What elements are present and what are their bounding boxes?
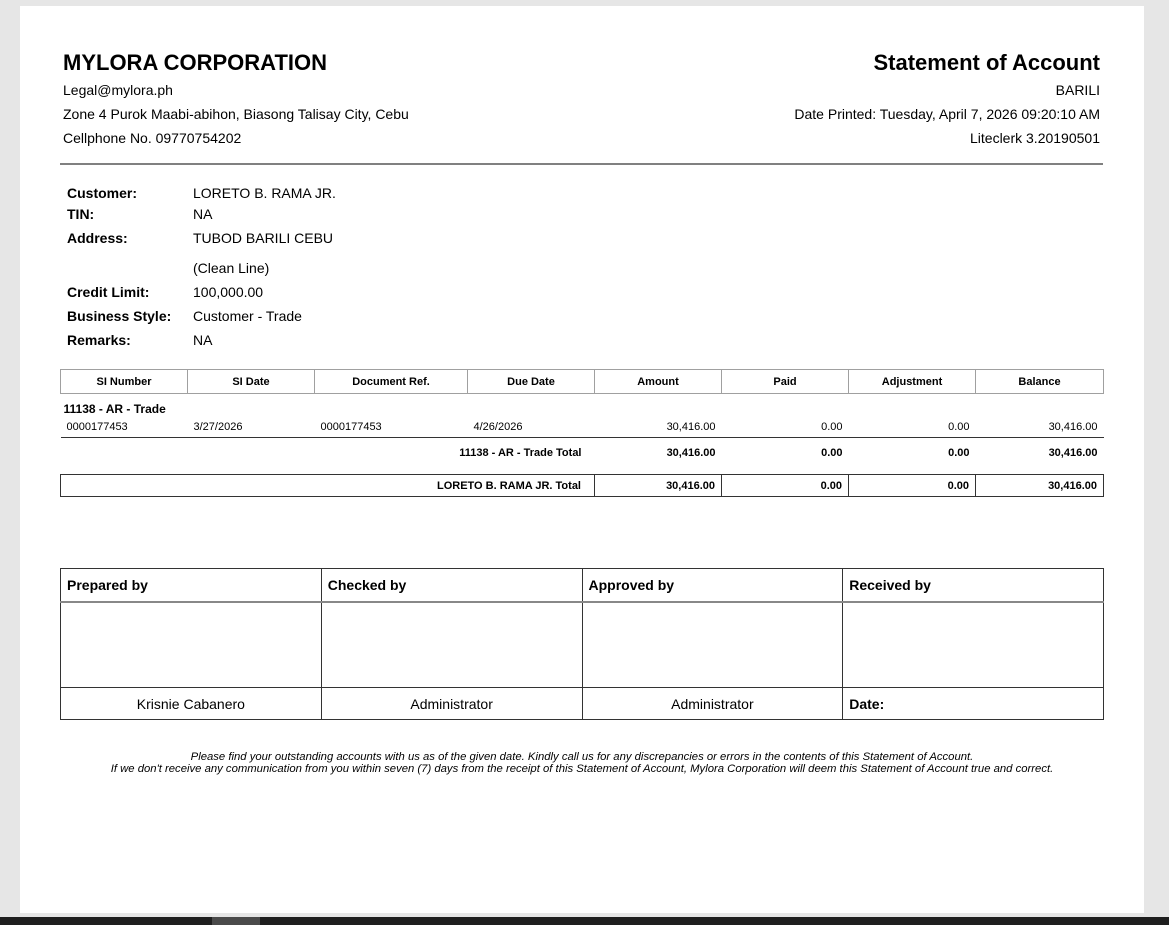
signature-table — [60, 568, 1104, 720]
group-total-paid: 0.00 — [821, 447, 843, 459]
remarks-label: Remarks: — [67, 332, 131, 348]
col-si-date: SI Date — [188, 370, 315, 394]
approved-by-label: Approved by — [582, 569, 843, 603]
customer-value: LORETO B. RAMA JR. — [193, 185, 336, 201]
group-total-balance: 30,416.00 — [1048, 447, 1098, 459]
group-name: 11138 - AR - Trade — [63, 402, 166, 416]
prepared-by-label: Prepared by — [61, 569, 322, 603]
due-date: 4/26/2026 — [468, 416, 595, 438]
signature-space-row — [61, 602, 1104, 688]
date-printed: Date Printed: Tuesday, April 7, 2026 09:20:10 AM — [794, 106, 1100, 122]
col-due-date: Due Date — [468, 370, 595, 394]
grand-total-balance: 30,416.00 — [976, 475, 1104, 497]
balance: 30,416.00 — [976, 416, 1104, 438]
group-total-amount: 30,416.00 — [666, 447, 716, 459]
received-by-signature — [843, 602, 1104, 688]
tin-value: NA — [193, 206, 213, 222]
adjustment: 0.00 — [849, 416, 976, 438]
approved-by-signature — [582, 602, 843, 688]
company-phone: Cellphone No. 09770754202 — [63, 130, 242, 146]
credit-limit-value: 100,000.00 — [193, 284, 264, 300]
col-paid: Paid — [722, 370, 849, 394]
header-divider — [60, 163, 1103, 165]
company-name: MYLORA CORPORATION — [63, 50, 327, 75]
horizontal-scrollbar[interactable] — [0, 917, 1169, 925]
grand-total-row — [61, 475, 1104, 497]
footer-note — [60, 751, 1104, 775]
group-header-row — [61, 394, 1104, 417]
col-amount: Amount — [595, 370, 722, 394]
business-style-label: Business Style: — [67, 308, 172, 324]
grand-total-amount: 30,416.00 — [595, 475, 722, 497]
paid: 0.00 — [722, 416, 849, 438]
signature-header-row — [61, 569, 1104, 603]
address-label: Address: — [67, 230, 128, 246]
credit-limit-label: Credit Limit: — [67, 284, 150, 300]
company-email: Legal@mylora.ph — [63, 82, 173, 98]
footer-line-2: If we don't receive any communication from you within seven (7) days from the receipt of this Statement of Account, Mylora Corporation will deem this Statement of Account true and correct. — [110, 763, 1054, 775]
received-by-label: Received by — [843, 569, 1104, 603]
group-total-row — [61, 438, 1104, 469]
remarks-value: NA — [193, 332, 213, 348]
amount: 30,416.00 — [595, 416, 722, 438]
address-value: TUBOD BARILI CEBU — [193, 230, 334, 246]
statement-table — [60, 369, 1104, 497]
document-ref: 0000177453 — [315, 416, 468, 438]
business-style-value: Customer - Trade — [193, 308, 302, 324]
scrollbar-thumb[interactable] — [212, 917, 260, 925]
group-total-adjustment: 0.00 — [948, 447, 970, 459]
customer-label: Customer: — [67, 185, 138, 201]
table-row — [61, 416, 1104, 438]
tin-label: TIN: — [67, 206, 95, 222]
grand-total-label: LORETO B. RAMA JR. Total — [61, 475, 595, 497]
si-date: 3/27/2026 — [188, 416, 315, 438]
table-header-row — [61, 370, 1104, 394]
address-note: (Clean Line) — [193, 260, 270, 276]
checked-by-name: Administrator — [321, 688, 582, 720]
col-adjustment: Adjustment — [849, 370, 976, 394]
report-page — [20, 6, 1144, 913]
grand-total-adjustment: 0.00 — [849, 475, 976, 497]
software-version: Liteclerk 3.20190501 — [970, 130, 1100, 146]
report-title: Statement of Account — [873, 50, 1100, 75]
received-date-label: Date: — [843, 688, 1104, 720]
approved-by-name: Administrator — [582, 688, 843, 720]
group-total-label: 11138 - AR - Trade Total — [459, 447, 582, 459]
footer-line-1: Please find your outstanding accounts with us as of the given date. Kindly call us for any discrepancies or errors in the contents of this Statement of Account. — [190, 751, 974, 763]
branch-name: BARILI — [1055, 82, 1100, 98]
checked-by-label: Checked by — [321, 569, 582, 603]
col-si-number: SI Number — [61, 370, 188, 394]
grand-total-paid: 0.00 — [722, 475, 849, 497]
col-balance: Balance — [976, 370, 1104, 394]
signature-names-row — [61, 688, 1104, 720]
checked-by-signature — [321, 602, 582, 688]
company-address: Zone 4 Purok Maabi-abihon, Biasong Talisay City, Cebu — [63, 106, 409, 122]
prepared-by-name: Krisnie Cabanero — [61, 688, 322, 720]
col-document-ref: Document Ref. — [315, 370, 468, 394]
prepared-by-signature — [61, 602, 322, 688]
si-number: 0000177453 — [61, 416, 188, 438]
